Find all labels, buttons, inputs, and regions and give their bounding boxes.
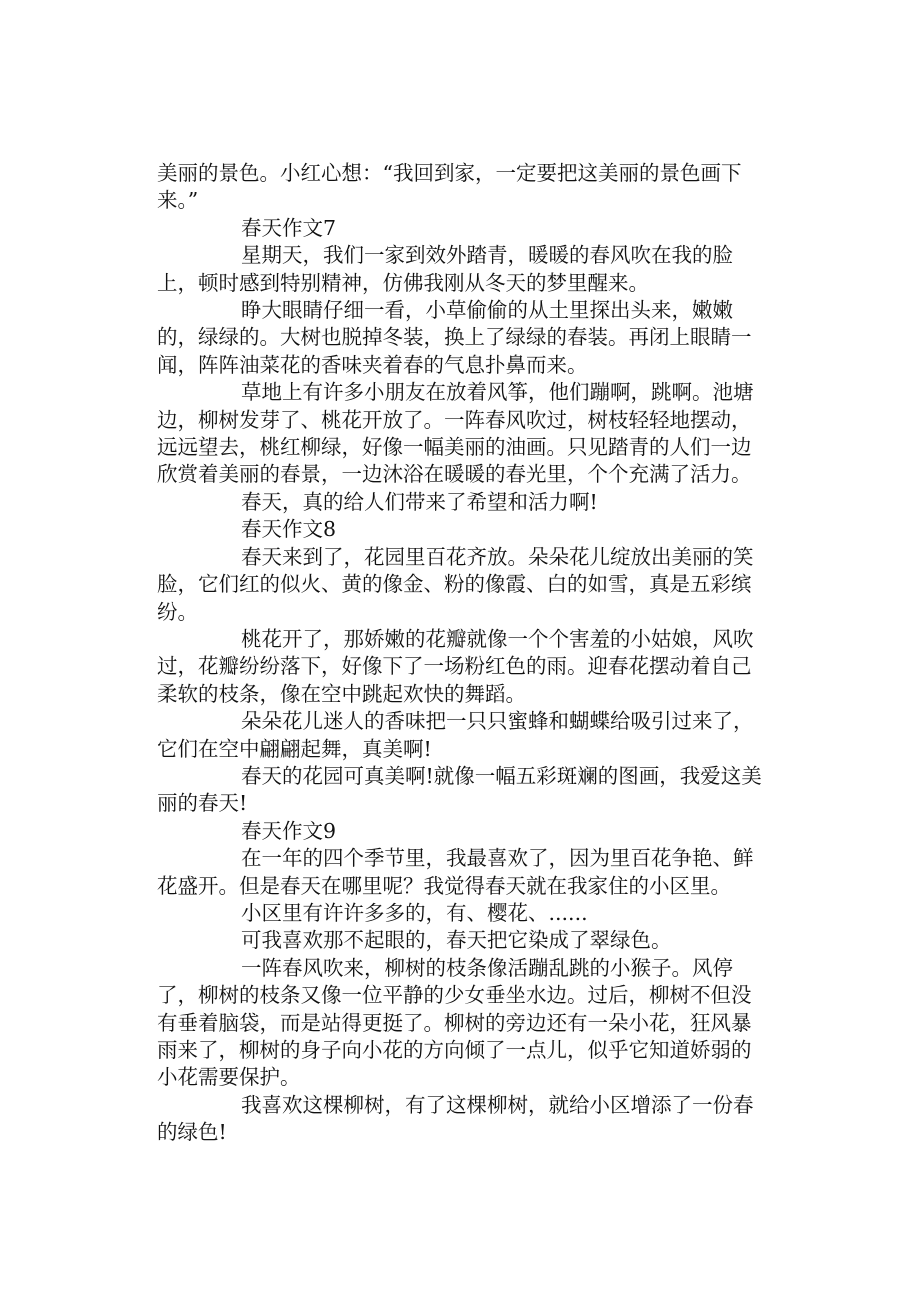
essay-7-paragraph-2: 睁大眼睛仔细一看，小草偷偷的从土里探出头来，嫩嫩的，绿绿的。大树也脱掉冬装，换上了绿绿的春装。再闭上眼睛一闻，阵阵油菜花的香味夹着春的气息扑鼻而来。 bbox=[157, 298, 752, 377]
essay-7-paragraph-1: 星期天，我们一家到效外踏青，暖暖的春风吹在我的脸上，顿时感到特别精神，仿佛我刚从冬天的梦里醒来。 bbox=[157, 243, 733, 295]
essay-8-paragraph-3: 朵朵花儿迷人的香味把一只只蜜蜂和蝴蝶给吸引过来了，它们在空中翩翩起舞，真美啊! bbox=[157, 709, 754, 761]
essay-7-paragraph-3: 草地上有许多小朋友在放着风筝，他们蹦啊，跳啊。池塘边，柳树发芽了、桃花开放了。一阵春风吹过，树枝轻轻地摆动，远远望去，桃红柳绿，好像一幅美丽的油画。只见踏青的人们一边欣赏着美丽的春景，一边沐浴在暖暖的春光里，个个充满了活力。 bbox=[157, 380, 754, 487]
essay-9-paragraph-1: 在一年的四个季节里，我最喜欢了，因为里百花争艳、鲜花盛开。但是春天在哪里呢？我觉得春天就在我家住的小区里。 bbox=[157, 846, 754, 898]
essay-8-title: 春天作文8 bbox=[241, 517, 337, 542]
essay-9-paragraph-5: 我喜欢这棵柳树，有了这棵柳树，就给小区增添了一份春的绿色! bbox=[157, 1092, 754, 1145]
opening-paragraph: 美丽的景色。小红心想：“我回到家，一定要把这美丽的景色画下来。” bbox=[157, 161, 742, 213]
essay-9-paragraph-3: 可我喜欢那不起眼的，春天把它染成了翠绿色。 bbox=[241, 928, 672, 953]
essay-8-paragraph-4: 春天的花园可真美啊!就像一幅五彩斑斓的图画，我爱这美丽的春天! bbox=[157, 763, 762, 816]
essay-9-paragraph-2: 小区里有许许多多的，有、樱花、...... bbox=[241, 900, 588, 925]
essay-9-paragraph-4: 一阵春风吹来，柳树的枝条像活蹦乱跳的小猴子。风停了，柳树的枝条又像一位平静的少女垂坐水边。过后，柳树不但没有垂着脑袋，而是站得更挺了。柳树的旁边还有一朵小花，狂风暴雨来了，柳树的身子向小花的方向倾了一点儿，似乎它知道娇弱的小花需要保护。 bbox=[157, 955, 752, 1090]
essay-8-paragraph-2: 桃花开了，那娇嫩的花瓣就像一个个害羞的小姑娘，风吹过，花瓣纷纷落下，好像下了一场粉红色的雨。迎春花摆动着自己柔软的枝条，像在空中跳起欢快的舞蹈。 bbox=[157, 626, 754, 706]
essay-8-paragraph-1: 春天来到了，花园里百花齐放。朵朵花儿绽放出美丽的笑脸，它们红的似火、黄的像金、粉的像霞、白的如雪，真是五彩缤纷。 bbox=[157, 544, 754, 624]
essay-7-title: 春天作文7 bbox=[241, 215, 337, 240]
essay-9-title: 春天作文9 bbox=[241, 818, 337, 843]
essay-7-paragraph-4: 春天，真的给人们带来了希望和活力啊! bbox=[241, 489, 598, 514]
essay-text-block bbox=[157, 160, 767, 1147]
